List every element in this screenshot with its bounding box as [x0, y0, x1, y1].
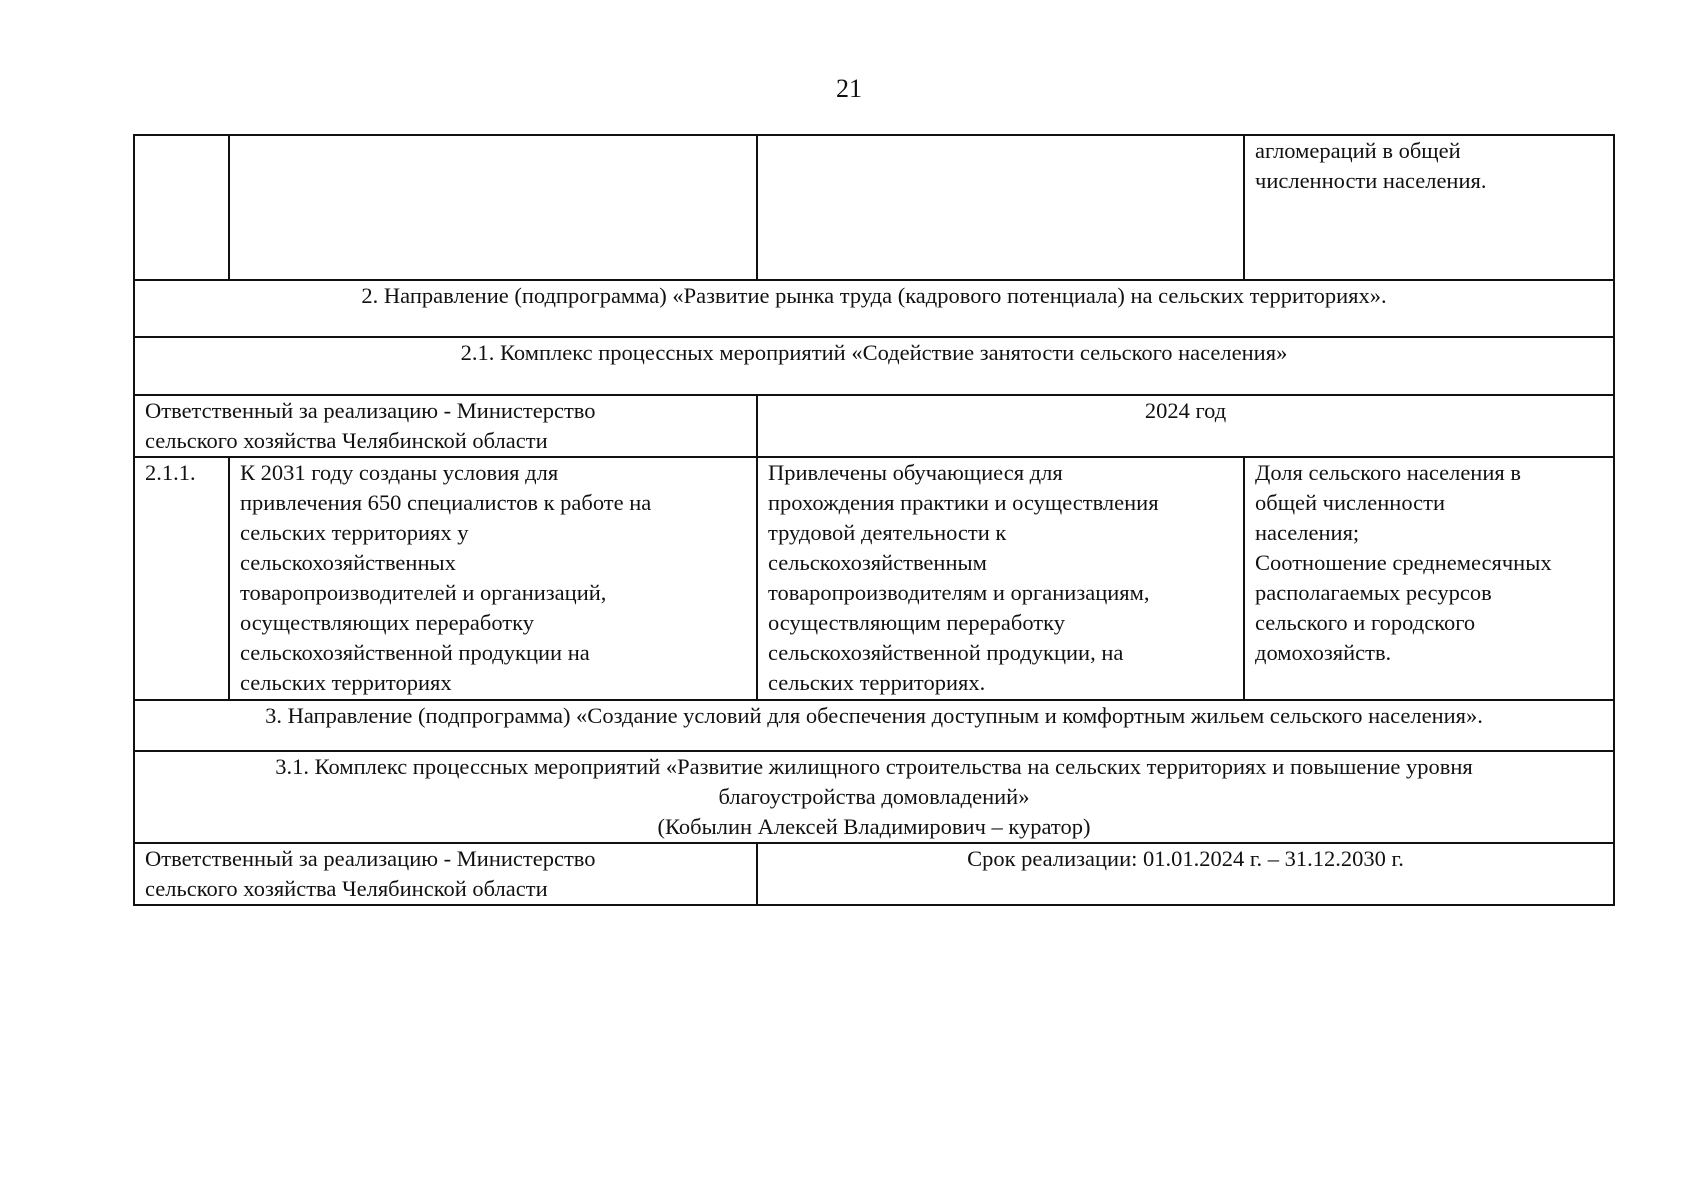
- section-2-title-cell: [134, 280, 1614, 337]
- section-3-term: Срок реализации: 01.01.2024 г. – 31.12.2030 г.: [967, 846, 1404, 871]
- table-row-section-2-complex: [134, 337, 1614, 395]
- table-row-section-3-complex: [134, 751, 1614, 843]
- cell-indicator-continued: [1244, 135, 1614, 280]
- item-indicators-cell: [1244, 457, 1614, 700]
- item-goal-cell: [229, 457, 757, 700]
- section-3-curator: (Кобылин Алексей Владимирович – куратор): [657, 814, 1091, 839]
- section-2-complex-cell: [134, 337, 1614, 395]
- item-result-cell: [757, 457, 1244, 700]
- page-number: 21: [836, 74, 862, 103]
- table-row-section-2-title: [134, 280, 1614, 337]
- table-row-section-2-responsible: [134, 395, 1614, 457]
- section-2-responsible: Ответственный за реализацию - Министерство сельского хозяйства Челябинской области: [145, 398, 596, 453]
- section-3-term-cell: [757, 843, 1614, 905]
- section-2-complex: 2.1. Комплекс процессных мероприятий «Содействие занятости сельского населения»: [460, 340, 1288, 365]
- section-3-responsible: Ответственный за реализацию - Министерство сельского хозяйства Челябинской области: [145, 846, 596, 901]
- section-3-title: 3. Направление (подпрограмма) «Создание условий для обеспечения доступным и комфортным жильем сельского населения».: [265, 703, 1483, 728]
- indicator-continued-text: агломераций в общей численности населения.: [1255, 138, 1487, 193]
- section-2-responsible-cell: [134, 395, 757, 457]
- item-number: 2.1.1.: [145, 460, 196, 485]
- table-row-continued: [134, 135, 1614, 280]
- cell-number-empty: [134, 135, 229, 280]
- section-2-year-cell: [757, 395, 1614, 457]
- section-2-title: 2. Направление (подпрограмма) «Развитие рынка труда (кадрового потенциала) на сельских территориях».: [361, 283, 1387, 308]
- item-number-cell: [134, 457, 229, 700]
- table-row-section-3-title: [134, 700, 1614, 751]
- cell-result-empty: [757, 135, 1244, 280]
- cell-goal-empty: [229, 135, 757, 280]
- table-row-section-3-responsible: [134, 843, 1614, 905]
- program-table: [133, 134, 1615, 906]
- table-row-item-2-1-1: [134, 457, 1614, 700]
- section-2-year: 2024 год: [1144, 398, 1227, 423]
- section-3-complex-cell: [134, 751, 1614, 843]
- section-3-complex-line2: благоустройства домовладений»: [718, 784, 1030, 809]
- item-goal: К 2031 году созданы условия для привлечения 650 специалистов к работе на сельских территориях у сельскохозяйственных товаропроизводителей и организаций, осуществляющих переработку сельскохозяйственной продукции на сельских территориях: [240, 460, 652, 695]
- item-result: Привлечены обучающиеся для прохождения практики и осуществления трудовой деятельности к сельскохозяйственным товаропроизводителям и организациям, осуществляющим переработку сельскохозяйственной продукции, на сельских территориях.: [768, 460, 1159, 695]
- section-3-title-cell: [134, 700, 1614, 751]
- section-3-complex-line1: 3.1. Комплекс процессных мероприятий «Развитие жилищного строительства на сельских территориях и повышение уровня: [275, 754, 1473, 779]
- section-3-responsible-cell: [134, 843, 757, 905]
- item-indicators: Доля сельского населения в общей численности населения; Соотношение среднемесячных располагаемых ресурсов сельского и городского домохозяйств.: [1255, 460, 1552, 665]
